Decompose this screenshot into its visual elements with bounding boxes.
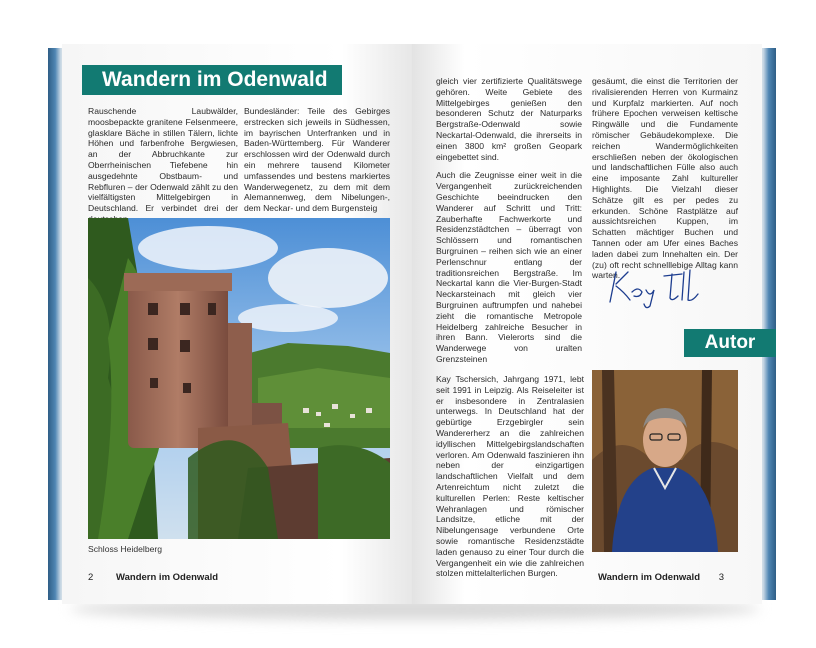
schloss-heidelberg-photo bbox=[88, 218, 390, 539]
right-page bbox=[412, 44, 762, 604]
author-photo bbox=[592, 370, 738, 552]
left-intro-col2: Bundesländer: Teile des Gebirges erstrecken sich jeweils in Südhessen, im bayrischen Unterfranken und in Baden-Württemberg. Für Wanderer erschlossen wird der Odenwald durch ein mehrere tausend Kilometer umfassendes und bestens markiertes Wanderwegenetz, zu dem mit dem Alemannenweg, dem Nibelungen-, dem Neckar- und dem Burgensteig bbox=[244, 106, 390, 214]
running-head-left: Wandern im Odenwald bbox=[116, 572, 219, 583]
chapter-title: Wandern im Odenwald bbox=[82, 65, 342, 95]
right-col1-paragraph-1: gleich vier zertifizierte Qualitätswege gehören. Weite Gebiete des Mittelgebirges genießen den besonderen Schutz der Naturparks Bergstraße-Odenwald sowie Neckartal-Odenwald, die ihrerseits in einen 3800 km² großen Geopark eingebettet sind. bbox=[436, 76, 582, 162]
right-text-col2: gesäumt, die einst die Territorien der rivalisierenden Herren von Kurmainz und Kurpfalz markierten. Auf noch frühere Epochen verweisen keltische Ringwälle und die Fundamente römischer Gebäudekomplexe. Die reichen Wandermöglichkeiten erschließen neben der ökologischen und landschaftlichen Fülle also auch eine imposante Zahl kultureller Highlights. Die Vielzahl dieser Schätze gilt es per pedes zu erkunden. Schöne Rastplätze auf aussichtsreichen Kuppen, im Schatten mächtiger Buchen und Tannen oder am Ufer eines Baches laden dabei zum Innehalten ein. Der (zu) oft recht schnelllebige Alltag kann warten. bbox=[592, 76, 738, 281]
right-text-col1 bbox=[436, 76, 582, 365]
page-number-left: 2 bbox=[88, 572, 94, 583]
autor-heading: Autor bbox=[684, 329, 776, 357]
page-number-right: 3 bbox=[718, 572, 724, 583]
author-signature bbox=[602, 262, 712, 312]
open-book bbox=[48, 44, 776, 604]
left-intro-col1: Rauschende Laubwälder, moosbepackte granitene Felsenmeere, glasklare Bäche in stillen Tälern, lichte Höhen und farbenfrohe Bergwiesen, an der Abbruchkante zur Oberrheinischen Tiefebene hin ausgedehnte Obstbaum- und Rebfluren – der Odenwald zählt zu den vielfältigsten Mittelgebirgen in Deutschland. Er verbindet drei der bbox=[88, 106, 238, 214]
photo-caption: Schloss Heidelberg bbox=[88, 544, 163, 554]
running-head-right: Wandern im Odenwald bbox=[597, 572, 700, 583]
left-page bbox=[62, 44, 412, 604]
author-bio: Kay Tschersich, Jahrgang 1971, lebt seit 1991 in Leipzig. Als Reiseleiter ist er insbesondere in Zentralasien unterwegs. In Deutschland hat der gebürtige Erzgebirgler sein Wandererherz an die zahlreichen idyllischen Mittelgebirgslandschaften verloren. Am Odenwald faszinieren ihn neben der einzigartigen landschaftlichen Vielfalt und dem Artenreichtum nicht zuletzt die kulturellen Perlen: Reste keltischer Wehranlagen und römischer Landsitze, etliche mit der Nibelungensage verbundene Orte sowie romantische Residenzstädte laden genauso zu einer Tour durch die Vergangenheit ein wie die zahlreichen stolzen mittelalterlichen Burgen. bbox=[436, 374, 584, 579]
right-col1-paragraph-2: Auch die Zeugnisse einer weit in die Vergangenheit zurückreichenden Geschichte beeindrucken den Wanderer auf Schritt und Tritt: Zauberhafte Fachwerkorte und Residenzstädtchen – überragt von Schlössern und romantischen Burgruinen – reihen sich wie an einer Perlenschnur entlang der traditionsreichen Bergstraße. Im Neckartal kann die Vier-Burgen-Stadt Neckarsteinach mit gleich vier Burgruinen auftrumpfen und nahebei zieht die romantische Metropole Heidelberg zahlreiche Besucher in ihren Bann. Vielerorts sind die Wanderwege von uralten Grenzsteinen bbox=[436, 170, 582, 364]
